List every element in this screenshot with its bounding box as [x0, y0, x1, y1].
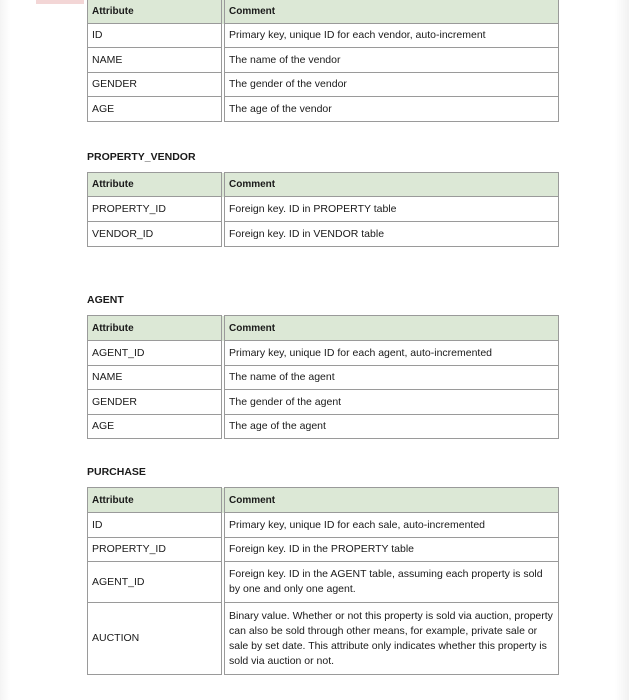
- comment-cell: The name of the agent: [225, 366, 559, 390]
- purchase-table: [87, 487, 559, 675]
- table-row: [88, 48, 559, 73]
- table-row: [88, 197, 559, 222]
- table-row: [88, 562, 559, 603]
- attribute-cell: VENDOR_ID: [88, 222, 222, 247]
- page-top-mark: [36, 0, 84, 4]
- table-row: [88, 24, 559, 48]
- table-row: [88, 390, 559, 415]
- table-row: [88, 97, 559, 122]
- comment-cell: The name of the vendor: [225, 48, 559, 73]
- table-header-row: [88, 173, 559, 197]
- table-header-row: [88, 488, 559, 513]
- attribute-cell: PROPERTY_ID: [88, 538, 222, 562]
- header-cell-attribute: Attribute: [88, 0, 222, 24]
- header-cell-attribute: Attribute: [88, 316, 222, 341]
- attribute-cell: GENDER: [88, 73, 222, 97]
- attribute-cell: AGENT_ID: [88, 562, 222, 603]
- header-cell-comment: Comment: [225, 173, 559, 197]
- vendor-table: [87, 0, 559, 122]
- table-row: [88, 73, 559, 97]
- section-title-property-vendor: PROPERTY_VENDOR: [87, 151, 196, 163]
- table-row: [88, 366, 559, 390]
- comment-cell: Binary value. Whether or not this property is sold via auction, property can also be sold through other means, for example, private sale or sale by set date. This attribute only indicates whether this property is sold via auction or not.: [225, 603, 559, 675]
- section-title-purchase: PURCHASE: [87, 466, 146, 478]
- table-row: [88, 513, 559, 538]
- attribute-cell: GENDER: [88, 390, 222, 415]
- header-cell-attribute: Attribute: [88, 488, 222, 513]
- header-cell-comment: Comment: [225, 316, 559, 341]
- comment-cell: Foreign key. ID in the PROPERTY table: [225, 538, 559, 562]
- comment-cell: The age of the vendor: [225, 97, 559, 122]
- comment-cell: Foreign key. ID in the AGENT table, assuming each property is sold by one and only one agent.: [225, 562, 559, 603]
- attribute-cell: NAME: [88, 48, 222, 73]
- property-vendor-table: [87, 172, 559, 247]
- comment-cell: Foreign key. ID in PROPERTY table: [225, 197, 559, 222]
- attribute-cell: AGE: [88, 97, 222, 122]
- attribute-cell: AGE: [88, 415, 222, 439]
- comment-cell: Primary key, unique ID for each agent, auto-incremented: [225, 341, 559, 366]
- comment-cell: Primary key, unique ID for each vendor, auto-increment: [225, 24, 559, 48]
- agent-table: [87, 315, 559, 439]
- comment-cell: The age of the agent: [225, 415, 559, 439]
- table-row: [88, 538, 559, 562]
- header-cell-attribute: Attribute: [88, 173, 222, 197]
- table-row: [88, 341, 559, 366]
- attribute-cell: PROPERTY_ID: [88, 197, 222, 222]
- attribute-cell: ID: [88, 513, 222, 538]
- table-header-row: [88, 316, 559, 341]
- comment-cell: Foreign key. ID in VENDOR table: [225, 222, 559, 247]
- header-cell-comment: Comment: [225, 488, 559, 513]
- attribute-cell: NAME: [88, 366, 222, 390]
- table-row: [88, 415, 559, 439]
- attribute-cell: ID: [88, 24, 222, 48]
- attribute-cell: AGENT_ID: [88, 341, 222, 366]
- comment-cell: The gender of the agent: [225, 390, 559, 415]
- comment-cell: The gender of the vendor: [225, 73, 559, 97]
- comment-cell: Primary key, unique ID for each sale, auto-incremented: [225, 513, 559, 538]
- header-cell-comment: Comment: [225, 0, 559, 24]
- section-title-agent: AGENT: [87, 294, 124, 306]
- table-header-row: [88, 0, 559, 24]
- table-row: [88, 603, 559, 675]
- table-row: [88, 222, 559, 247]
- attribute-cell: AUCTION: [88, 603, 222, 675]
